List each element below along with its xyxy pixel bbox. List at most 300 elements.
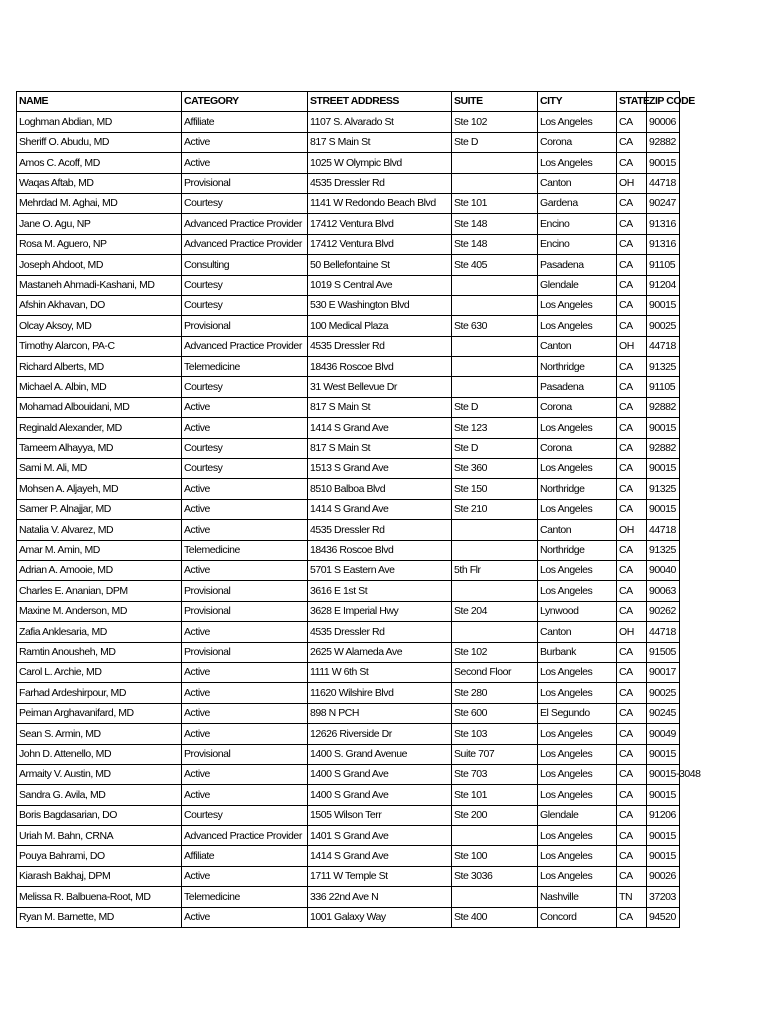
state-cell: CA — [617, 581, 647, 601]
category-cell: Active — [182, 785, 308, 805]
street-address-cell: 898 N PCH — [308, 703, 452, 723]
suite-cell: Ste 3036 — [452, 866, 538, 886]
category-cell: Active — [182, 622, 308, 642]
zip-code-cell: 91325 — [647, 479, 680, 499]
state-cell: CA — [617, 764, 647, 784]
state-cell: CA — [617, 153, 647, 173]
category-cell: Active — [182, 764, 308, 784]
city-cell: Northridge — [538, 540, 617, 560]
category-cell: Courtesy — [182, 275, 308, 295]
suite-cell: Ste 102 — [452, 642, 538, 662]
city-cell: Los Angeles — [538, 846, 617, 866]
name-cell: Mohsen A. Aljayeh, MD — [17, 479, 182, 499]
state-cell: CA — [617, 112, 647, 132]
zip-code-cell: 91325 — [647, 357, 680, 377]
table-row — [17, 744, 680, 764]
category-cell: Active — [182, 479, 308, 499]
state-cell: CA — [617, 234, 647, 254]
table-row — [17, 499, 680, 519]
city-cell: Canton — [538, 336, 617, 356]
zip-code-cell: 90026 — [647, 866, 680, 886]
suite-cell — [452, 357, 538, 377]
street-address-cell: 3616 E 1st St — [308, 581, 452, 601]
zip-code-cell: 90015 — [647, 846, 680, 866]
zip-code-cell: 90015 — [647, 826, 680, 846]
table-row — [17, 418, 680, 438]
street-address-cell: 4535 Dressler Rd — [308, 173, 452, 193]
state-cell: CA — [617, 275, 647, 295]
category-cell: Advanced Practice Provider — [182, 234, 308, 254]
street-address-cell: 31 West Bellevue Dr — [308, 377, 452, 397]
street-address-cell: 336 22nd Ave N — [308, 887, 452, 907]
zip-code-cell: 92882 — [647, 438, 680, 458]
suite-cell: Ste 101 — [452, 785, 538, 805]
name-cell: Armaity V. Austin, MD — [17, 764, 182, 784]
suite-cell — [452, 520, 538, 540]
street-address-cell: 17412 Ventura Blvd — [308, 214, 452, 234]
name-cell: Pouya Bahrami, DO — [17, 846, 182, 866]
suite-cell: Ste 148 — [452, 234, 538, 254]
category-cell: Active — [182, 520, 308, 540]
table-row — [17, 112, 680, 132]
state-cell: OH — [617, 520, 647, 540]
category-cell: Active — [182, 153, 308, 173]
state-cell: CA — [617, 703, 647, 723]
zip-code-cell: 44718 — [647, 336, 680, 356]
zip-code-cell: 90015 — [647, 499, 680, 519]
city-cell: Los Angeles — [538, 295, 617, 315]
suite-cell — [452, 275, 538, 295]
suite-cell: Ste 204 — [452, 601, 538, 621]
category-cell: Consulting — [182, 255, 308, 275]
table-row — [17, 357, 680, 377]
table-row — [17, 397, 680, 417]
zip-code-cell: 94520 — [647, 907, 680, 927]
name-cell: Rosa M. Aguero, NP — [17, 234, 182, 254]
street-address-cell: 11620 Wilshire Blvd — [308, 683, 452, 703]
city-cell: Glendale — [538, 805, 617, 825]
state-cell: CA — [617, 255, 647, 275]
name-cell: Sandra G. Avila, MD — [17, 785, 182, 805]
table-row — [17, 479, 680, 499]
street-address-cell: 18436 Roscoe Blvd — [308, 540, 452, 560]
zip-code-cell: 91204 — [647, 275, 680, 295]
zip-code-cell: 90017 — [647, 662, 680, 682]
city-cell: Los Angeles — [538, 316, 617, 336]
suite-cell: Ste 703 — [452, 764, 538, 784]
zip-code-cell: 91105 — [647, 255, 680, 275]
table-row — [17, 907, 680, 927]
column-header-city: CITY — [538, 92, 617, 112]
zip-code-cell: 44718 — [647, 173, 680, 193]
table-row — [17, 459, 680, 479]
city-cell: Los Angeles — [538, 418, 617, 438]
state-cell: CA — [617, 438, 647, 458]
suite-cell: Ste 100 — [452, 846, 538, 866]
table-row — [17, 785, 680, 805]
name-cell: Olcay Aksoy, MD — [17, 316, 182, 336]
name-cell: Carol L. Archie, MD — [17, 662, 182, 682]
table-row — [17, 540, 680, 560]
suite-cell — [452, 173, 538, 193]
zip-code-cell: 90015 — [647, 153, 680, 173]
city-cell: Encino — [538, 214, 617, 234]
zip-code-cell: 92882 — [647, 397, 680, 417]
category-cell: Active — [182, 683, 308, 703]
suite-cell: Second Floor — [452, 662, 538, 682]
street-address-cell: 12626 Riverside Dr — [308, 724, 452, 744]
zip-code-cell: 91316 — [647, 214, 680, 234]
category-cell: Active — [182, 662, 308, 682]
table-row — [17, 866, 680, 886]
table-row — [17, 724, 680, 744]
name-cell: Mastaneh Ahmadi-Kashani, MD — [17, 275, 182, 295]
suite-cell: 5th Flr — [452, 560, 538, 580]
table-row — [17, 377, 680, 397]
name-cell: Maxine M. Anderson, MD — [17, 601, 182, 621]
category-cell: Telemedicine — [182, 887, 308, 907]
category-cell: Active — [182, 866, 308, 886]
state-cell: CA — [617, 316, 647, 336]
street-address-cell: 1111 W 6th St — [308, 662, 452, 682]
name-cell: Tameem Alhayya, MD — [17, 438, 182, 458]
category-cell: Courtesy — [182, 438, 308, 458]
table-body — [17, 112, 701, 928]
street-address-cell: 1505 Wilson Terr — [308, 805, 452, 825]
street-address-cell: 817 S Main St — [308, 438, 452, 458]
suite-cell — [452, 887, 538, 907]
state-cell: CA — [617, 479, 647, 499]
category-cell: Active — [182, 703, 308, 723]
city-cell: Concord — [538, 907, 617, 927]
zip-code-cell: 37203 — [647, 887, 680, 907]
suite-cell: Suite 707 — [452, 744, 538, 764]
city-cell: Los Angeles — [538, 724, 617, 744]
category-cell: Courtesy — [182, 377, 308, 397]
zip-code-cell: 90040 — [647, 560, 680, 580]
city-cell: Glendale — [538, 275, 617, 295]
street-address-cell: 2625 W Alameda Ave — [308, 642, 452, 662]
city-cell: Corona — [538, 438, 617, 458]
city-cell: El Segundo — [538, 703, 617, 723]
city-cell: Pasadena — [538, 255, 617, 275]
name-cell: Ramtin Anousheh, MD — [17, 642, 182, 662]
street-address-cell: 530 E Washington Blvd — [308, 295, 452, 315]
table-row — [17, 193, 680, 213]
table-row — [17, 826, 680, 846]
table-row — [17, 642, 680, 662]
zip-code-cell: 90015 — [647, 295, 680, 315]
table-row — [17, 153, 680, 173]
state-cell: CA — [617, 459, 647, 479]
name-cell: Mohamad Albouidani, MD — [17, 397, 182, 417]
city-cell: Los Angeles — [538, 499, 617, 519]
zip-code-cell: 91105 — [647, 377, 680, 397]
state-cell: CA — [617, 397, 647, 417]
category-cell: Active — [182, 397, 308, 417]
zip-code-cell: 90015 — [647, 785, 680, 805]
zip-code-cell: 90015 — [647, 418, 680, 438]
street-address-cell: 1711 W Temple St — [308, 866, 452, 886]
category-cell: Advanced Practice Provider — [182, 826, 308, 846]
column-header-suite: SUITE — [452, 92, 538, 112]
street-address-cell: 1025 W Olympic Blvd — [308, 153, 452, 173]
category-cell: Active — [182, 907, 308, 927]
street-address-cell: 1400 S Grand Ave — [308, 764, 452, 784]
table-row — [17, 275, 680, 295]
city-cell: Corona — [538, 397, 617, 417]
category-cell: Active — [182, 724, 308, 744]
table-row — [17, 234, 680, 254]
city-cell: Northridge — [538, 357, 617, 377]
street-address-cell: 4535 Dressler Rd — [308, 520, 452, 540]
state-cell: CA — [617, 357, 647, 377]
state-cell: CA — [617, 377, 647, 397]
state-cell: CA — [617, 601, 647, 621]
zip-code-cell: 90247 — [647, 193, 680, 213]
table-row — [17, 581, 680, 601]
street-address-cell: 4535 Dressler Rd — [308, 622, 452, 642]
name-cell: Sheriff O. Abudu, MD — [17, 132, 182, 152]
suite-cell: Ste 600 — [452, 703, 538, 723]
table-row — [17, 805, 680, 825]
suite-cell: Ste 102 — [452, 112, 538, 132]
street-address-cell: 1107 S. Alvarado St — [308, 112, 452, 132]
category-cell: Provisional — [182, 173, 308, 193]
city-cell: Los Angeles — [538, 459, 617, 479]
suite-cell: Ste 150 — [452, 479, 538, 499]
suite-cell: Ste 630 — [452, 316, 538, 336]
street-address-cell: 817 S Main St — [308, 397, 452, 417]
city-cell: Gardena — [538, 193, 617, 213]
name-cell: Richard Alberts, MD — [17, 357, 182, 377]
suite-cell: Ste D — [452, 132, 538, 152]
street-address-cell: 1401 S Grand Ave — [308, 826, 452, 846]
suite-cell — [452, 153, 538, 173]
suite-cell: Ste 210 — [452, 499, 538, 519]
street-address-cell: 17412 Ventura Blvd — [308, 234, 452, 254]
name-cell: John D. Attenello, MD — [17, 744, 182, 764]
street-address-cell: 1141 W Redondo Beach Blvd — [308, 193, 452, 213]
city-cell: Los Angeles — [538, 785, 617, 805]
city-cell: Los Angeles — [538, 764, 617, 784]
suite-cell — [452, 581, 538, 601]
table-row — [17, 683, 680, 703]
street-address-cell: 18436 Roscoe Blvd — [308, 357, 452, 377]
category-cell: Advanced Practice Provider — [182, 336, 308, 356]
name-cell: Melissa R. Balbuena-Root, MD — [17, 887, 182, 907]
suite-cell — [452, 336, 538, 356]
city-cell: Canton — [538, 520, 617, 540]
zip-code-cell: 91206 — [647, 805, 680, 825]
table-row — [17, 560, 680, 580]
name-cell: Afshin Akhavan, DO — [17, 295, 182, 315]
suite-cell: Ste 123 — [452, 418, 538, 438]
state-cell: CA — [617, 499, 647, 519]
suite-cell: Ste 400 — [452, 907, 538, 927]
city-cell: Corona — [538, 132, 617, 152]
name-cell: Kiarash Bakhaj, DPM — [17, 866, 182, 886]
name-cell: Timothy Alarcon, PA-C — [17, 336, 182, 356]
city-cell: Los Angeles — [538, 560, 617, 580]
zip-code-cell: 90262 — [647, 601, 680, 621]
name-cell: Jane O. Agu, NP — [17, 214, 182, 234]
name-cell: Waqas Aftab, MD — [17, 173, 182, 193]
category-cell: Active — [182, 418, 308, 438]
suite-cell: Ste 280 — [452, 683, 538, 703]
city-cell: Los Angeles — [538, 112, 617, 132]
zip-code-cell: 44718 — [647, 622, 680, 642]
category-cell: Active — [182, 132, 308, 152]
street-address-cell: 3628 E Imperial Hwy — [308, 601, 452, 621]
zip-code-cell: 90063 — [647, 581, 680, 601]
street-address-cell: 50 Bellefontaine St — [308, 255, 452, 275]
state-cell: CA — [617, 295, 647, 315]
table-row — [17, 438, 680, 458]
city-cell: Northridge — [538, 479, 617, 499]
city-cell: Los Angeles — [538, 866, 617, 886]
name-cell: Joseph Ahdoot, MD — [17, 255, 182, 275]
name-cell: Farhad Ardeshirpour, MD — [17, 683, 182, 703]
column-header-name: NAME — [17, 92, 182, 112]
name-cell: Adrian A. Amooie, MD — [17, 560, 182, 580]
state-cell: OH — [617, 336, 647, 356]
table-row — [17, 703, 680, 723]
name-cell: Amos C. Acoff, MD — [17, 153, 182, 173]
zip-code-cell: 91505 — [647, 642, 680, 662]
zip-code-cell: 90015 — [647, 744, 680, 764]
table-row — [17, 214, 680, 234]
state-cell: TN — [617, 887, 647, 907]
state-cell: CA — [617, 866, 647, 886]
zip-code-cell: 90006 — [647, 112, 680, 132]
name-cell: Sean S. Armin, MD — [17, 724, 182, 744]
state-cell: CA — [617, 662, 647, 682]
table-row — [17, 255, 680, 275]
name-cell: Zafia Anklesaria, MD — [17, 622, 182, 642]
name-cell: Loghman Abdian, MD — [17, 112, 182, 132]
table-row — [17, 132, 680, 152]
suite-cell — [452, 540, 538, 560]
zip-code-cell: 90015-3048 — [647, 764, 680, 784]
state-cell: OH — [617, 173, 647, 193]
state-cell: CA — [617, 907, 647, 927]
provider-directory-table — [16, 91, 701, 928]
suite-cell: Ste 101 — [452, 193, 538, 213]
suite-cell — [452, 622, 538, 642]
zip-code-cell: 90025 — [647, 683, 680, 703]
street-address-cell: 1414 S Grand Ave — [308, 499, 452, 519]
street-address-cell: 5701 S Eastern Ave — [308, 560, 452, 580]
street-address-cell: 817 S Main St — [308, 132, 452, 152]
table-row — [17, 846, 680, 866]
category-cell: Courtesy — [182, 295, 308, 315]
category-cell: Telemedicine — [182, 540, 308, 560]
category-cell: Affiliate — [182, 112, 308, 132]
table-header-row — [17, 92, 680, 112]
state-cell: CA — [617, 214, 647, 234]
state-cell: CA — [617, 642, 647, 662]
street-address-cell: 1414 S Grand Ave — [308, 846, 452, 866]
suite-cell: Ste 200 — [452, 805, 538, 825]
state-cell: CA — [617, 826, 647, 846]
name-cell: Ryan M. Barnette, MD — [17, 907, 182, 927]
street-address-cell: 1019 S Central Ave — [308, 275, 452, 295]
state-cell: OH — [617, 622, 647, 642]
category-cell: Courtesy — [182, 193, 308, 213]
name-cell: Charles E. Ananian, DPM — [17, 581, 182, 601]
category-cell: Courtesy — [182, 459, 308, 479]
suite-cell: Ste 148 — [452, 214, 538, 234]
column-header-zip-code: ZIP CODE — [647, 92, 680, 112]
zip-code-cell: 91325 — [647, 540, 680, 560]
city-cell: Nashville — [538, 887, 617, 907]
zip-code-cell: 44718 — [647, 520, 680, 540]
column-header-street-address: STREET ADDRESS — [308, 92, 452, 112]
street-address-cell: 1400 S. Grand Avenue — [308, 744, 452, 764]
street-address-cell: 1400 S Grand Ave — [308, 785, 452, 805]
category-cell: Provisional — [182, 642, 308, 662]
suite-cell: Ste D — [452, 438, 538, 458]
suite-cell — [452, 826, 538, 846]
city-cell: Los Angeles — [538, 744, 617, 764]
category-cell: Affiliate — [182, 846, 308, 866]
suite-cell: Ste 103 — [452, 724, 538, 744]
suite-cell: Ste 405 — [452, 255, 538, 275]
street-address-cell: 8510 Balboa Blvd — [308, 479, 452, 499]
category-cell: Active — [182, 499, 308, 519]
name-cell: Uriah M. Bahn, CRNA — [17, 826, 182, 846]
column-header-state: STATE — [617, 92, 647, 112]
state-cell: CA — [617, 744, 647, 764]
city-cell: Canton — [538, 622, 617, 642]
city-cell: Los Angeles — [538, 153, 617, 173]
name-cell: Mehrdad M. Aghai, MD — [17, 193, 182, 213]
suite-cell — [452, 295, 538, 315]
state-cell: CA — [617, 846, 647, 866]
city-cell: Los Angeles — [538, 683, 617, 703]
name-cell: Peiman Arghavanifard, MD — [17, 703, 182, 723]
city-cell: Los Angeles — [538, 662, 617, 682]
category-cell: Provisional — [182, 316, 308, 336]
state-cell: CA — [617, 560, 647, 580]
table-row — [17, 764, 680, 784]
city-cell: Burbank — [538, 642, 617, 662]
name-cell: Sami M. Ali, MD — [17, 459, 182, 479]
street-address-cell: 1001 Galaxy Way — [308, 907, 452, 927]
city-cell: Encino — [538, 234, 617, 254]
suite-cell — [452, 377, 538, 397]
state-cell: CA — [617, 418, 647, 438]
zip-code-cell: 92882 — [647, 132, 680, 152]
state-cell: CA — [617, 193, 647, 213]
city-cell: Canton — [538, 173, 617, 193]
suite-cell: Ste D — [452, 397, 538, 417]
zip-code-cell: 91316 — [647, 234, 680, 254]
name-cell: Boris Bagdasarian, DO — [17, 805, 182, 825]
street-address-cell: 100 Medical Plaza — [308, 316, 452, 336]
zip-code-cell: 90015 — [647, 459, 680, 479]
name-cell: Amar M. Amin, MD — [17, 540, 182, 560]
state-cell: CA — [617, 683, 647, 703]
table-row — [17, 336, 680, 356]
category-cell: Telemedicine — [182, 357, 308, 377]
city-cell: Lynwood — [538, 601, 617, 621]
table-row — [17, 622, 680, 642]
city-cell: Pasadena — [538, 377, 617, 397]
table-row — [17, 520, 680, 540]
city-cell: Los Angeles — [538, 826, 617, 846]
